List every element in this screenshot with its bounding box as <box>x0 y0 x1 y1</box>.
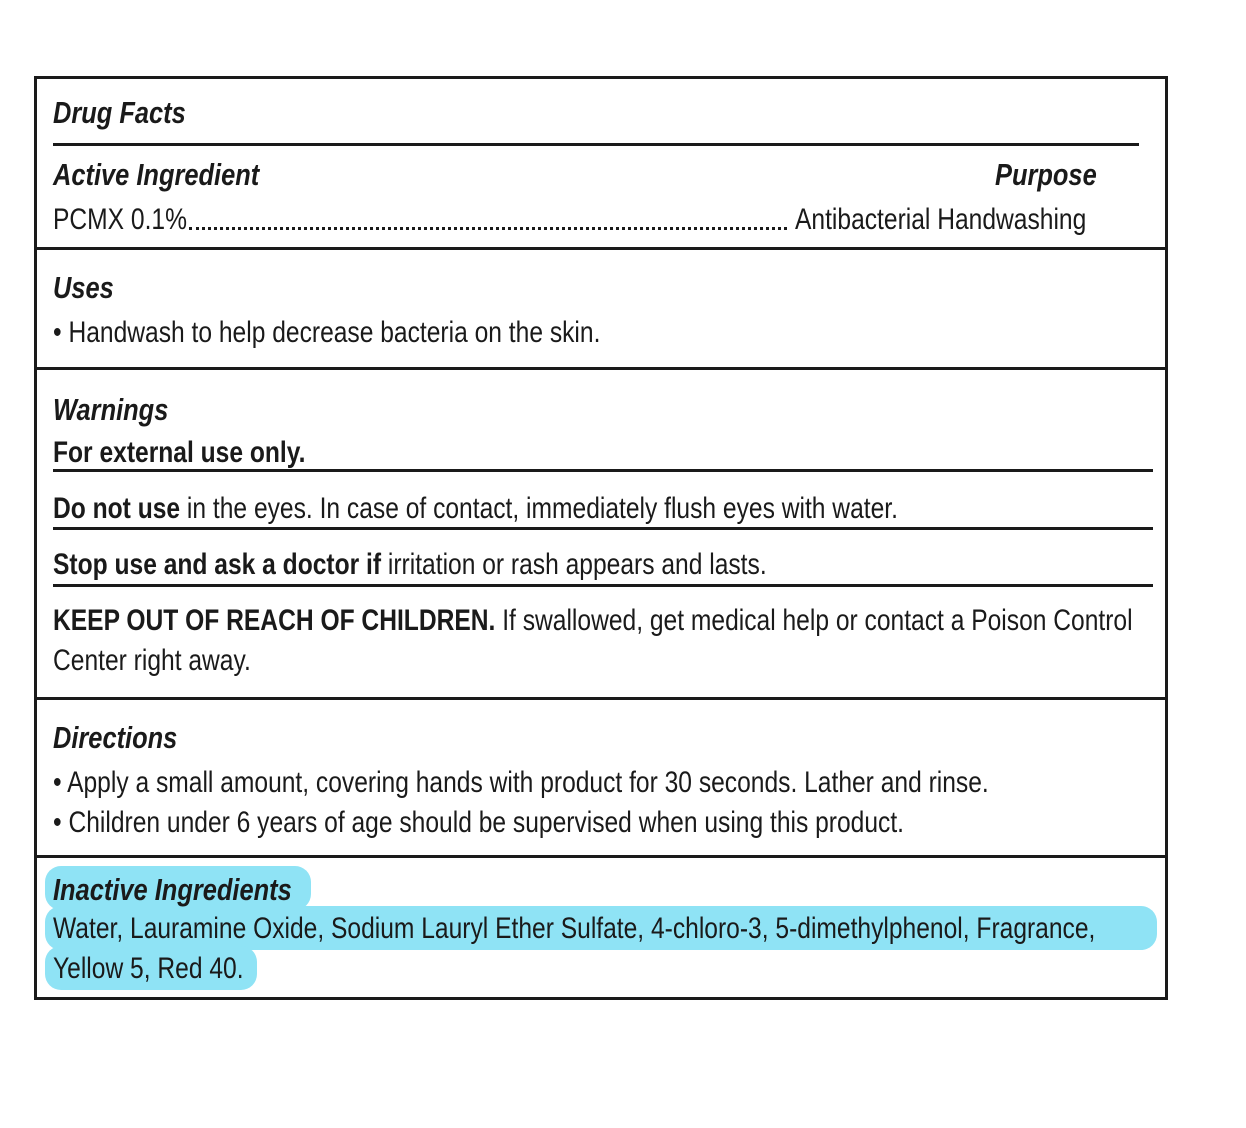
purpose-header: Purpose <box>995 157 1097 192</box>
active-ingredient-header: Active Ingredient <box>53 157 260 192</box>
inactive-ingredients-line1: Water, Lauramine Oxide, Sodium Lauryl Ether Sulfate, 4-chloro-3, 5-dimethylphenol, Fragrance, <box>53 912 1096 945</box>
do-not-use-warning: Do not use in the eyes. In case of contact, immediately flush eyes with water. <box>53 492 898 525</box>
directions-item-2: • Children under 6 years of age should be supervised when using this product. <box>53 806 905 839</box>
warnings-rule-3 <box>53 584 1153 587</box>
active-ingredient-purpose: Antibacterial Handwashing <box>795 203 1087 236</box>
warnings-header: Warnings <box>53 392 169 427</box>
directions-header: Directions <box>53 720 178 755</box>
keep-out-of-reach-warning: KEEP OUT OF REACH OF CHILDREN. If swallowed, get medical help or contact a Poison Control <box>53 604 1133 637</box>
uses-section <box>37 250 1165 370</box>
keep-out-of-reach-warning-line2: Center right away. <box>53 644 251 677</box>
warnings-rule-2 <box>53 527 1153 530</box>
inactive-ingredients-line2: Yellow 5, Red 40. <box>53 952 244 985</box>
inactive-ingredients-header: Inactive Ingredients <box>53 872 292 907</box>
active-ingredient-name: PCMX 0.1% <box>53 203 187 236</box>
stop-use-warning: Stop use and ask a doctor if irritation or rash appears and lasts. <box>53 548 767 581</box>
external-use-warning: For external use only. <box>53 436 306 469</box>
directions-section <box>37 700 1165 858</box>
uses-item: • Handwash to help decrease bacteria on the skin. <box>53 316 601 349</box>
directions-item-1: • Apply a small amount, covering hands with product for 30 seconds. Lather and rinse. <box>53 766 989 799</box>
leader-dots <box>189 227 787 230</box>
inactive-ingredients-section <box>37 858 1165 997</box>
warnings-section <box>37 370 1165 700</box>
drug-facts-title: Drug Facts <box>53 95 186 130</box>
uses-header: Uses <box>53 270 114 305</box>
active-ingredient-section <box>37 79 1165 250</box>
warnings-rule-1 <box>53 469 1153 472</box>
drug-facts-panel <box>34 76 1168 1000</box>
title-rule <box>53 143 1139 146</box>
